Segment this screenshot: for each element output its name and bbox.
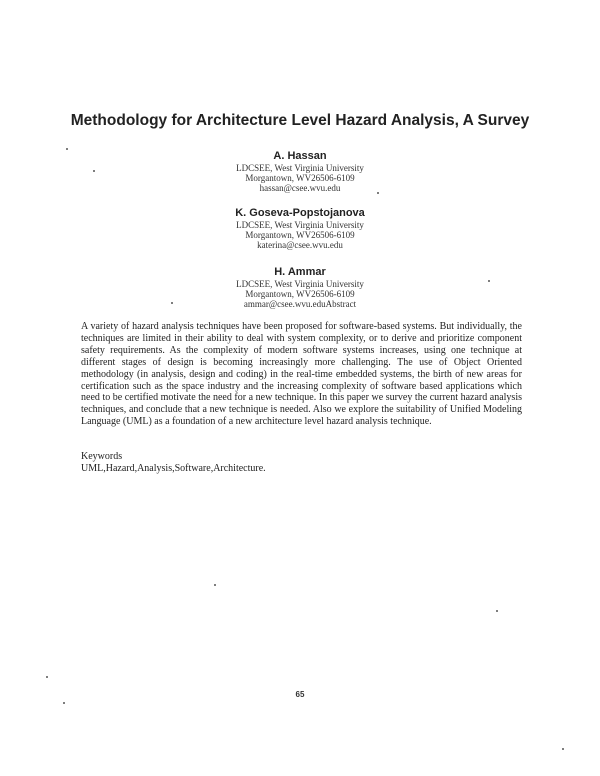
author-address: Morgantown, WV26506-6109 <box>245 230 355 240</box>
scan-speck <box>46 676 48 678</box>
scan-speck <box>377 192 379 194</box>
author-block-1 <box>0 150 600 193</box>
author-affiliation: LDCSEE, West Virginia University <box>236 220 364 230</box>
keywords-list: UML,Hazard,Analysis,Software,Architecture. <box>81 463 266 474</box>
author-address: Morgantown, WV26506-6109 <box>245 289 355 299</box>
author-email: ammar@csee.wvu.eduAbstract <box>243 299 357 309</box>
paper-title: Methodology for Architecture Level Hazard Analysis, A Survey <box>70 112 530 129</box>
author-affiliation: LDCSEE, West Virginia University <box>236 163 364 173</box>
keywords-label: Keywords <box>81 451 123 462</box>
scan-speck <box>488 280 490 282</box>
abstract-text: A variety of hazard analysis techniques have been proposed for software-based systems. But individually, the techniques are limited in their ability to deal with system complexity, or to derive and prioritize component safety requirements. As the complexity of modern software systems increases, using one technique at different stages of design is becoming increasingly more challenging. The use of Object Oriented methodology (in analysis, design and coding) in the real-time embedded systems, the birth of new areas for certification such as the space industry and the increasing complexity of software based applications which need to be certified motivate the need for a new technique. In this paper we survey the current hazard analysis techniques, and conclude that a new technique is needed. Also we explore the suitability of Unified Modeling Language (UML) as a foundation of a new architecture level hazard analysis technique. <box>81 321 522 428</box>
scan-speck <box>562 748 564 750</box>
author-email: katerina@csee.wvu.edu <box>257 240 343 250</box>
author-name: K. Goseva-Popstojanova <box>235 207 365 219</box>
scan-speck <box>63 702 65 704</box>
scan-speck <box>93 170 95 172</box>
author-affiliation: LDCSEE, West Virginia University <box>236 279 364 289</box>
page-number: 65 <box>295 690 305 699</box>
author-block-3 <box>0 266 600 309</box>
author-block-2 <box>0 207 600 250</box>
scan-speck <box>496 610 498 612</box>
scan-speck <box>214 584 216 586</box>
author-name: H. Ammar <box>274 266 326 278</box>
scan-speck <box>171 302 173 304</box>
author-email: hassan@csee.wvu.edu <box>259 183 341 193</box>
author-name: A. Hassan <box>273 150 327 162</box>
author-address: Morgantown, WV26506-6109 <box>245 173 355 183</box>
scan-speck <box>66 148 68 150</box>
